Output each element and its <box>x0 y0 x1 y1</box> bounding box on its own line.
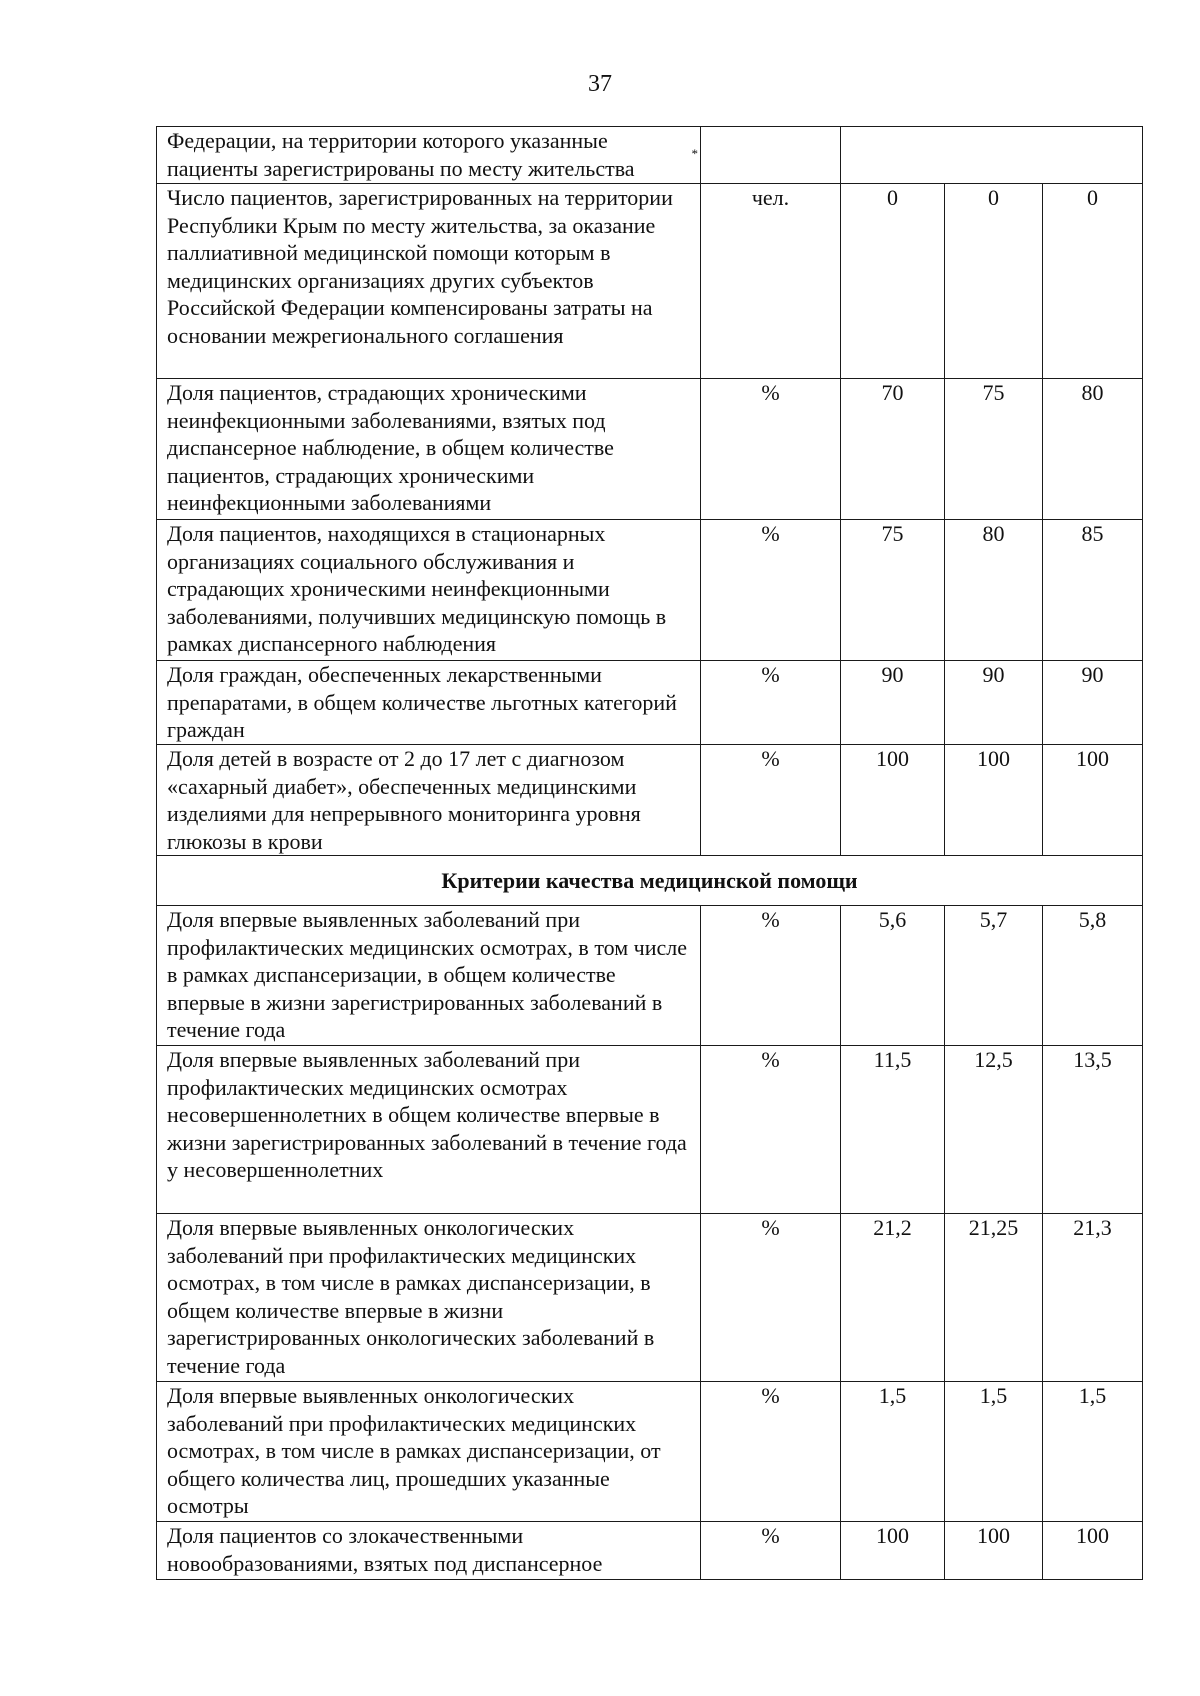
value-cell <box>841 127 1143 184</box>
value-cell: 90 <box>945 661 1043 745</box>
table-row <box>157 1214 1143 1382</box>
value-cell: 11,5 <box>841 1046 945 1214</box>
unit-cell: % <box>701 1046 841 1214</box>
unit-cell: % <box>701 1522 841 1580</box>
value-cell: 0 <box>841 184 945 379</box>
value-cell: 100 <box>945 745 1043 856</box>
unit-cell: % <box>701 1382 841 1522</box>
table-row <box>157 1522 1143 1580</box>
criterion-description: Доля детей в возрасте от 2 до 17 лет с диагнозом «сахарный диабет», обеспеченных медицинскими изделиями для непрерывного мониторинга уровня глюкозы в крови <box>157 745 701 856</box>
value-cell: 21,2 <box>841 1214 945 1382</box>
unit-cell: % <box>701 745 841 856</box>
value-cell: 5,8 <box>1043 906 1143 1046</box>
value-cell: 80 <box>945 520 1043 661</box>
value-cell: 1,5 <box>1043 1382 1143 1522</box>
unit-cell <box>701 127 841 184</box>
criterion-description: Доля граждан, обеспеченных лекарственными препаратами, в общем количестве льготных категорий граждан <box>157 661 701 745</box>
value-cell: 12,5 <box>945 1046 1043 1214</box>
table-row <box>157 906 1143 1046</box>
value-cell: 100 <box>841 1522 945 1580</box>
table-row <box>157 520 1143 661</box>
criterion-description: Доля впервые выявленных заболеваний при профилактических медицинских осмотрах несовершеннолетних в общем количестве впервые в жизни зарегистрированных заболеваний в течение года у несовершеннолетних <box>157 1046 701 1214</box>
unit-cell: % <box>701 379 841 520</box>
criterion-description: Доля пациентов со злокачественными новообразованиями, взятых под диспансерное <box>157 1522 701 1580</box>
criterion-description: Число пациентов, зарегистрированных на территории Республики Крым по месту жительства, за оказание паллиативной медицинской помощи которым в медицинских организациях других субъектов Российской Федерации компенсированы затраты на основании межрегионального соглашения <box>157 184 701 379</box>
criterion-description: Доля пациентов, страдающих хроническими неинфекционными заболеваниями, взятых под диспансерное наблюдение, в общем количестве пациентов, страдающих хроническими неинфекционными заболеваниями <box>157 379 701 520</box>
value-cell: 21,3 <box>1043 1214 1143 1382</box>
unit-cell: % <box>701 661 841 745</box>
criterion-description: Доля впервые выявленных онкологических заболеваний при профилактических медицинских осмотрах, в том числе в рамках диспансеризации, от общего количества лиц, прошедших указанные осмотры <box>157 1382 701 1522</box>
value-cell: 5,7 <box>945 906 1043 1046</box>
value-cell: 21,25 <box>945 1214 1043 1382</box>
section-heading-row <box>157 856 1143 906</box>
value-cell: 100 <box>841 745 945 856</box>
criterion-text: Федерации, на территории которого указанные пациенты зарегистрированы по месту жительства <box>167 128 635 181</box>
value-cell: 85 <box>1043 520 1143 661</box>
value-cell: 90 <box>1043 661 1143 745</box>
table-row <box>157 661 1143 745</box>
value-cell: 100 <box>1043 745 1143 856</box>
criteria-table <box>156 126 1143 1580</box>
value-cell: 1,5 <box>841 1382 945 1522</box>
section-heading: Критерии качества медицинской помощи <box>157 856 1143 906</box>
unit-cell: чел. <box>701 184 841 379</box>
value-cell: 5,6 <box>841 906 945 1046</box>
table-row <box>157 1382 1143 1522</box>
table-row <box>157 127 1143 184</box>
value-cell: 100 <box>945 1522 1043 1580</box>
value-cell: 80 <box>1043 379 1143 520</box>
value-cell: 1,5 <box>945 1382 1043 1522</box>
value-cell: 70 <box>841 379 945 520</box>
criterion-description: Доля пациентов, находящихся в стационарных организациях социального обслуживания и страдающих хроническими неинфекционными заболеваниями, получивших медицинскую помощь в рамках диспансерного наблюдения <box>157 520 701 661</box>
table-row <box>157 745 1143 856</box>
value-cell: 90 <box>841 661 945 745</box>
value-cell: 0 <box>945 184 1043 379</box>
criterion-description <box>157 127 701 184</box>
value-cell: 75 <box>841 520 945 661</box>
unit-cell: % <box>701 520 841 661</box>
value-cell: 75 <box>945 379 1043 520</box>
value-cell: 100 <box>1043 1522 1143 1580</box>
footnote-mark: * <box>691 146 698 161</box>
unit-cell: % <box>701 1214 841 1382</box>
value-cell: 13,5 <box>1043 1046 1143 1214</box>
page-number: 37 <box>588 71 612 97</box>
criterion-description: Доля впервые выявленных заболеваний при профилактических медицинских осмотрах, в том числе в рамках диспансеризации, в общем количестве впервые в жизни зарегистрированных заболеваний в течение года <box>157 906 701 1046</box>
table-row <box>157 1046 1143 1214</box>
criterion-description: Доля впервые выявленных онкологических заболеваний при профилактических медицинских осмотрах, в том числе в рамках диспансеризации, в общем количестве впервые в жизни зарегистрированных онкологических заболеваний в течение года <box>157 1214 701 1382</box>
value-cell: 0 <box>1043 184 1143 379</box>
table-row <box>157 184 1143 379</box>
unit-cell: % <box>701 906 841 1046</box>
table-row <box>157 379 1143 520</box>
